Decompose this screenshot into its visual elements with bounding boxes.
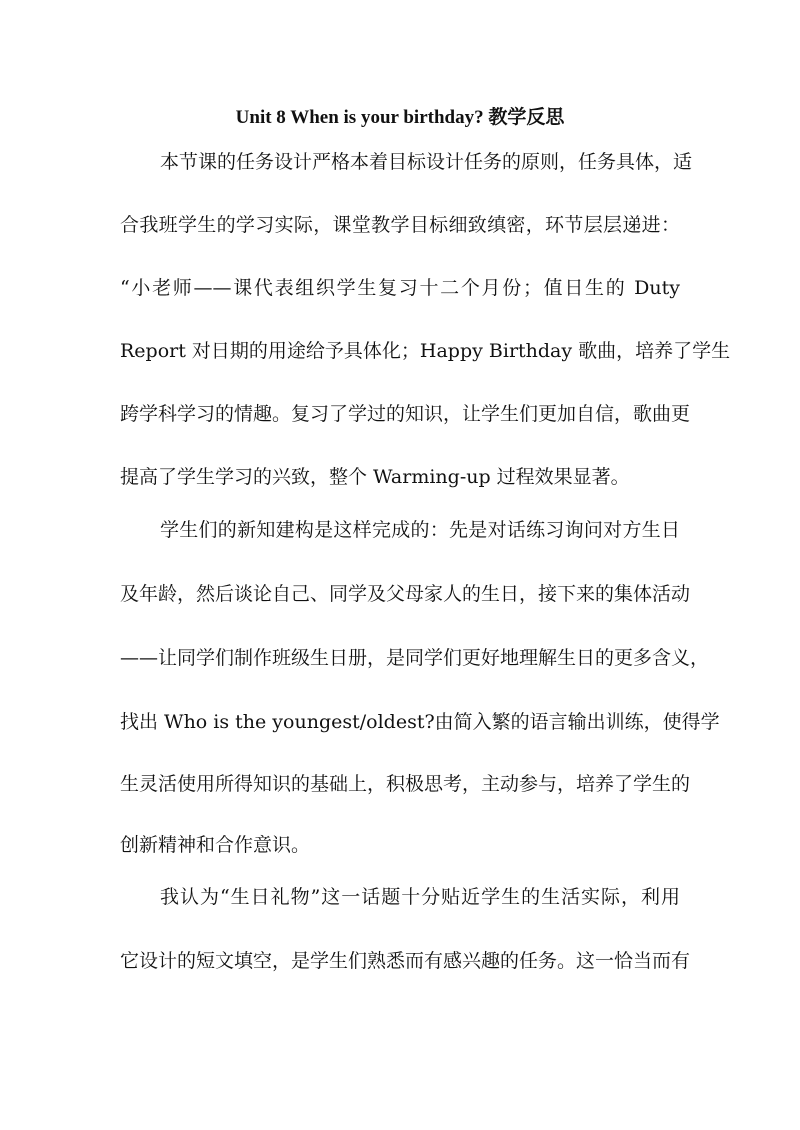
paragraph-line: ——让同学们制作班级生日册，是同学们更好地理解生日的更多含义，: [120, 647, 710, 669]
paragraph-line: 及年龄，然后谈论自己、同学及父母家人的生日，接下来的集体活动: [120, 583, 691, 605]
paragraph-line: 生灵活使用所得知识的基础上，积极思考，主动参与，培养了学生的: [120, 773, 691, 795]
paragraph-line: 本节课的任务设计严格本着目标设计任务的原则，任务具体，适: [160, 151, 693, 173]
paragraph-line: “小老师——课代表组织学生复习十二个月份；值日生的 Duty: [120, 277, 680, 299]
paragraph-line: 合我班学生的学习实际，课堂教学目标细致缜密，环节层层递进：: [120, 214, 680, 236]
paragraph-line: 它设计的短文填空，是学生们熟悉而有感兴趣的任务。这一恰当而有: [120, 950, 691, 972]
paragraph-line: 我认为“生日礼物”这一话题十分贴近学生的生活实际，利用: [160, 886, 680, 908]
paragraph-line: 创新精神和合作意识。: [120, 834, 311, 856]
paragraph-line: 找出 Who is the youngest/oldest?由简入繁的语言输出训练，使得学: [120, 711, 720, 733]
paragraph-line: Report 对日期的用途给予具体化；Happy Birthday 歌曲，培养了学生: [120, 340, 731, 362]
paragraph-line: 学生们的新知建构是这样完成的：先是对话练习询问对方生日: [160, 519, 680, 541]
paragraph-line: 提高了学生学习的兴致，整个 Warming-up 过程效果显著。: [120, 466, 630, 488]
paragraph-line: 跨学科学习的情趣。复习了学过的知识，让学生们更加自信，歌曲更: [120, 403, 691, 425]
document-title: Unit 8 When is your birthday? 教学反思: [235, 107, 565, 128]
